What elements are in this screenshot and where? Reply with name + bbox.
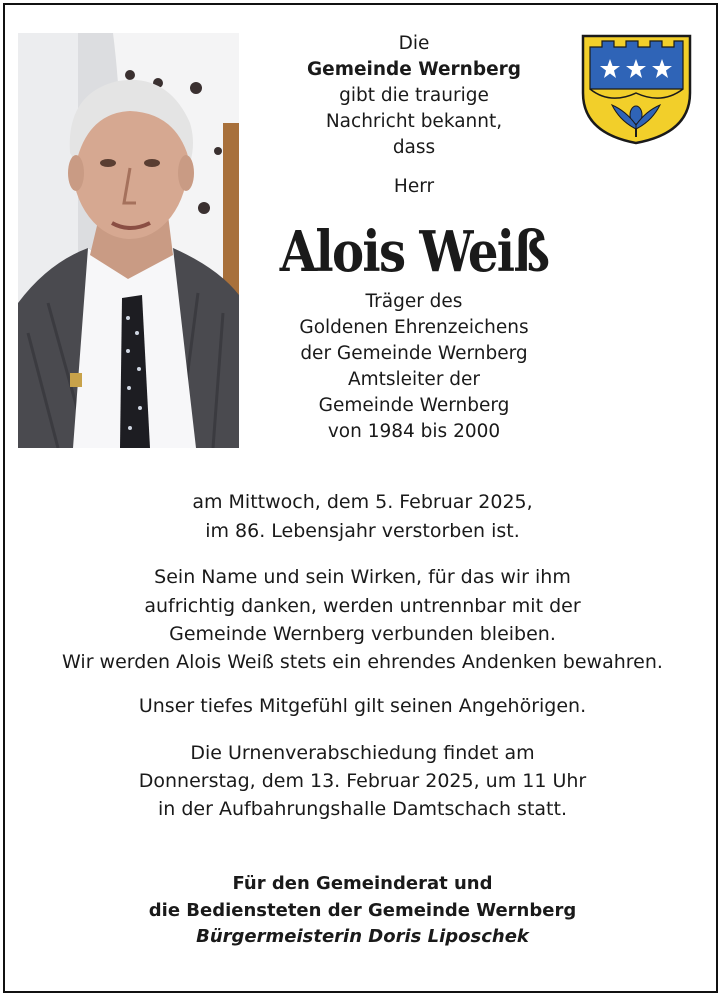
sympathy-line: Unser tiefes Mitgefühl gilt seinen Angehörigen. bbox=[138, 695, 587, 717]
tribute-line: Wir werden Alois Weiß stets ein ehrendes Andenken bewahren. bbox=[62, 651, 663, 673]
signature-line: Für den Gemeinderat und bbox=[232, 873, 493, 894]
tribute-line: aufrichtig danken, werden untrennbar mit der bbox=[144, 595, 581, 617]
signature-mayor: Bürgermeisterin Doris Liposchek bbox=[196, 926, 529, 947]
intro-line: dass bbox=[392, 137, 436, 158]
deceased-title: der Gemeinde Wernberg bbox=[300, 343, 528, 364]
coat-of-arms-icon bbox=[580, 33, 693, 146]
farewell-line: Donnerstag, dem 13. Februar 2025, um 11 Uhr bbox=[138, 770, 587, 792]
farewell-line: in der Aufbahrungshalle Damtschach statt. bbox=[158, 798, 567, 820]
deceased-title: Amtsleiter der bbox=[347, 369, 481, 390]
farewell-line: Die Urnenverabschiedung findet am bbox=[190, 742, 535, 764]
deceased-title: Träger des bbox=[365, 291, 463, 312]
intro-municipality: Gemeinde Wernberg bbox=[306, 59, 522, 80]
deceased-title: Gemeinde Wernberg bbox=[318, 395, 510, 416]
death-line: am Mittwoch, dem 5. Februar 2025, bbox=[192, 491, 533, 513]
tribute-line: Sein Name und sein Wirken, für das wir ihm bbox=[154, 566, 571, 588]
tribute-line: Gemeinde Wernberg verbunden bleiben. bbox=[169, 623, 556, 645]
intro-line: Nachricht bekannt, bbox=[325, 111, 503, 132]
signature-line: die Bediensteten der Gemeinde Wernberg bbox=[148, 900, 577, 921]
deceased-name: Alois Weiß bbox=[279, 219, 549, 285]
intro-honorific: Herr bbox=[393, 176, 435, 197]
deceased-title: Goldenen Ehrenzeichens bbox=[299, 317, 529, 338]
intro-line: gibt die traurige bbox=[339, 85, 489, 106]
deceased-title: von 1984 bis 2000 bbox=[327, 421, 501, 442]
intro-line: Die bbox=[398, 33, 430, 54]
portrait-photo bbox=[18, 33, 239, 448]
death-line: im 86. Lebensjahr verstorben ist. bbox=[205, 520, 520, 542]
